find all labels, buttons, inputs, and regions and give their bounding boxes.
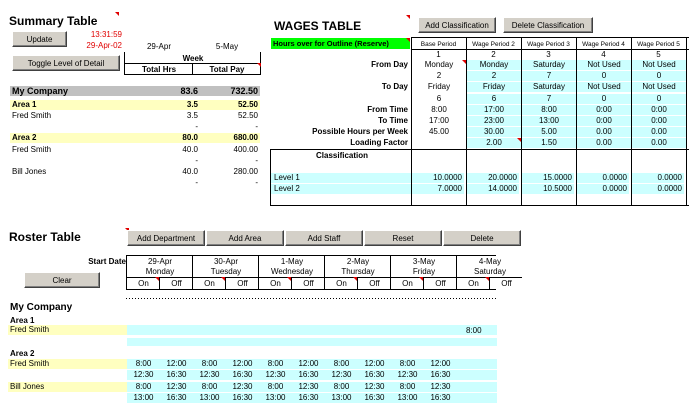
wage-cell: 7 — [522, 94, 576, 104]
roster-time-cell: 8:00 — [399, 382, 416, 391]
roster-day-name: Friday — [412, 267, 436, 276]
wage-cell: 45.00 — [428, 127, 450, 136]
wage-cell: 0.00 — [632, 127, 686, 137]
roster-time-cell: 12:00 — [430, 359, 451, 368]
roster-time-cell: 8:00 — [201, 359, 218, 368]
wage-cell: 0 — [632, 94, 686, 104]
summary-row — [10, 100, 260, 110]
wage-cell: 17:00 — [467, 105, 521, 115]
summary-row-pay: 400.00 — [233, 145, 258, 154]
summary-row — [10, 86, 260, 96]
roster-time-cell: 8:00 — [399, 359, 416, 368]
wage-row-label: Possible Hours per Week — [312, 127, 408, 136]
summary-row-name — [12, 156, 122, 166]
summary-row-pay: 680.00 — [233, 133, 258, 142]
roster-time-cell: 8:00 — [135, 382, 152, 391]
summary-row-hrs: 83.6 — [180, 86, 198, 96]
summary-row-name: Bill Jones — [12, 167, 47, 176]
update-button[interactable]: Update — [12, 31, 67, 47]
wage-cell: 13:00 — [522, 116, 576, 126]
roster-time-cell: 8:00 — [201, 382, 218, 391]
summary-week-label: Week — [182, 54, 204, 63]
wage-cell: 0 — [577, 71, 631, 81]
wage-cell: 7 — [522, 71, 576, 81]
summary-date: 29-Apr-02 — [86, 41, 122, 50]
level-name: Level 1 — [274, 173, 300, 182]
summary-row — [10, 167, 260, 177]
wage-cell: Friday — [467, 82, 521, 92]
roster-time-cell: 12:30 — [430, 382, 451, 391]
roster-bill: Bill Jones — [8, 382, 127, 392]
wage-period-header: Wage Period 4 — [582, 41, 625, 48]
summary-row-pay: - — [255, 178, 258, 187]
summary-row-pay: - — [255, 122, 258, 131]
level-value: 14.0000 — [467, 184, 519, 194]
roster-time-cell: 12:00 — [166, 359, 187, 368]
summary-row-pay: 52.50 — [237, 111, 258, 120]
summary-row-hrs: 3.5 — [186, 100, 198, 109]
summary-total-hrs-label: Total Hrs — [141, 65, 177, 74]
wage-row-label: From Day — [371, 60, 408, 69]
reset-button[interactable]: Reset — [364, 230, 442, 246]
wage-period-number: 2 — [491, 50, 496, 59]
roster-time-cell: 16:30 — [166, 370, 187, 379]
comment-marker — [406, 15, 410, 19]
wage-cell: 6 — [436, 94, 442, 103]
wage-row-label: To Time — [378, 116, 408, 125]
wage-cell: Monday — [467, 60, 521, 70]
summary-row-hrs: 40.0 — [182, 167, 198, 176]
wage-cell: 0 — [632, 71, 686, 81]
toggle-detail-button[interactable]: Toggle Level of Detail — [12, 55, 120, 71]
roster-time-cell: 13:00 — [397, 393, 418, 402]
add-department-button[interactable]: Add Department — [127, 230, 205, 246]
classification-label: Classification — [316, 151, 369, 160]
summary-total-pay-label: Total Pay — [209, 65, 245, 74]
roster-time-cell: 16:30 — [232, 370, 253, 379]
roster-time-cell: 12:30 — [133, 370, 154, 379]
roster-time-cell: 8:00 — [267, 382, 284, 391]
roster-off-label: Off — [303, 279, 314, 288]
wage-period-header: Wage Period 5 — [637, 41, 680, 48]
wage-cell: 0:00 — [632, 105, 686, 115]
level-value: 10.5000 — [522, 184, 574, 194]
roster-time-cell: 16:30 — [298, 393, 319, 402]
wage-cell: Monday — [424, 60, 454, 69]
summary-row-hrs: 40.0 — [182, 145, 198, 154]
add-staff-button[interactable]: Add Staff — [285, 230, 363, 246]
roster-day-date: 30-Apr — [213, 257, 238, 266]
roster-day-date: 2-May — [346, 257, 370, 266]
summary-row — [10, 156, 260, 166]
delete-button[interactable]: Delete — [443, 230, 521, 246]
wage-cell: Not Used — [632, 60, 686, 70]
wage-cell: 0:00 — [577, 116, 631, 126]
roster-day-date: 4-May — [478, 257, 502, 266]
roster-on-label: On — [402, 279, 413, 288]
roster-time-cell: 12:30 — [265, 370, 286, 379]
wage-cell: 2.00 — [467, 138, 521, 148]
level-value: 7.0000 — [412, 184, 464, 194]
roster-off-label: Off — [369, 279, 380, 288]
level-value: 10.0000 — [412, 173, 464, 183]
roster-off-label: Off — [501, 279, 512, 288]
roster-time-cell: 13:00 — [199, 393, 220, 402]
delete-classification-button[interactable]: Delete Classification — [503, 17, 593, 33]
roster-off-label: Off — [237, 279, 248, 288]
roster-time-cell: 12:30 — [298, 382, 319, 391]
wage-row-label: Loading Factor — [350, 138, 408, 147]
roster-time-cell: 16:30 — [298, 370, 319, 379]
roster-company: My Company — [10, 302, 73, 313]
roster-time-cell: 16:30 — [232, 393, 253, 402]
summary-row-pay: 732.50 — [230, 86, 258, 96]
summary-row-name: Area 2 — [12, 133, 37, 142]
roster-time-cell: 13:00 — [331, 393, 352, 402]
wage-cell: 17:00 — [428, 116, 450, 125]
wage-period-number: 4 — [601, 50, 606, 59]
wage-cell: Friday — [427, 82, 451, 91]
roster-time-cell: 12:30 — [232, 382, 253, 391]
roster-time-cell: 16:30 — [364, 393, 385, 402]
wage-cell: Not Used — [632, 82, 686, 92]
wage-cell: Not Used — [577, 60, 631, 70]
roster-time-cell: 16:30 — [364, 370, 385, 379]
roster-time-cell: 8:00 — [333, 382, 350, 391]
wage-cell: 0.00 — [577, 138, 631, 148]
roster-time-cell: 12:30 — [364, 382, 385, 391]
wage-cell: 0 — [577, 94, 631, 104]
summary-col2-date: 5-May — [215, 42, 239, 51]
summary-row-pay: 280.00 — [233, 167, 258, 176]
wage-cell: Saturday — [522, 82, 576, 92]
roster-day-name: Wednesday — [270, 267, 314, 276]
summary-row-hrs: 3.5 — [186, 111, 198, 120]
roster-time-cell: 8:00 — [333, 359, 350, 368]
summary-row — [10, 122, 260, 132]
summary-row — [10, 178, 260, 188]
level-value: 15.0000 — [522, 173, 574, 183]
summary-title: Summary Table — [9, 14, 98, 28]
roster-on-label: On — [270, 279, 281, 288]
summary-row-pay: - — [255, 156, 258, 165]
roster-day-date: 29-Apr — [147, 257, 172, 266]
roster-time-cell: 12:30 — [397, 370, 418, 379]
summary-row — [10, 133, 260, 143]
summary-row-hrs: - — [195, 156, 198, 165]
summary-row-pay: 52.50 — [237, 100, 258, 109]
level-name: Level 2 — [274, 184, 300, 193]
roster-day-date: 1-May — [280, 257, 304, 266]
level-value: 20.0000 — [467, 173, 519, 183]
summary-row — [10, 111, 260, 121]
roster-area1-staff: Fred Smith — [8, 325, 127, 335]
summary-row-name: Fred Smith — [12, 145, 52, 154]
roster-time-cell: 12:30 — [199, 370, 220, 379]
summary-col1-date: 29-Apr — [146, 42, 171, 51]
wage-row-label: From Time — [367, 105, 408, 114]
wage-cell: 23:00 — [467, 116, 521, 126]
wage-cell: Not Used — [577, 82, 631, 92]
add-area-button[interactable]: Add Area — [206, 230, 284, 246]
roster-off-label: Off — [171, 279, 182, 288]
roster-area2: Area 2 — [10, 349, 35, 358]
roster-time-cell: 13:00 — [133, 393, 154, 402]
roster-time-cell: 16:30 — [166, 393, 187, 402]
wage-row-label: To Day — [381, 82, 408, 91]
wage-cell: 5.00 — [522, 127, 576, 137]
wage-cell: 30.00 — [467, 127, 521, 137]
wage-cell: 0:00 — [577, 105, 631, 115]
roster-day-name: Monday — [145, 267, 175, 276]
wage-period-header: Base Period — [420, 41, 457, 48]
roster-day-date: 3-May — [412, 257, 436, 266]
wage-cell: 0:00 — [632, 116, 686, 126]
summary-time: 13:31:59 — [90, 30, 122, 39]
roster-day-name: Tuesday — [210, 267, 242, 276]
roster-area1: Area 1 — [10, 316, 35, 325]
roster-time-cell: 12:00 — [232, 359, 253, 368]
summary-row-name — [12, 178, 122, 188]
wage-cell: 2 — [467, 71, 521, 81]
wage-period-header: Wage Period 3 — [527, 41, 570, 48]
clear-button[interactable]: Clear — [24, 272, 100, 288]
roster-time-cell: 13:00 — [265, 393, 286, 402]
summary-row-hrs: 80.0 — [182, 133, 198, 142]
roster-on-label: On — [336, 279, 347, 288]
summary-row-name: Area 1 — [12, 100, 37, 109]
wage-period-number: 3 — [546, 50, 551, 59]
roster-fred: Fred Smith — [8, 359, 127, 369]
wages-green-label: Hours over for Outline (Reserve) — [271, 38, 410, 49]
roster-time-cell: 12:00 — [364, 359, 385, 368]
level-value: 0.0000 — [577, 173, 629, 183]
roster-time-cell: 16:30 — [430, 393, 451, 402]
roster-time-cell: 16:30 — [430, 370, 451, 379]
summary-row-name: My Company — [12, 86, 69, 96]
wage-cell: 1.50 — [522, 138, 576, 148]
wage-cell: 0.00 — [632, 138, 686, 148]
summary-row-hrs: - — [195, 122, 198, 131]
roster-on-label: On — [204, 279, 215, 288]
roster-area1-time: 8:00 — [466, 326, 482, 335]
roster-time-cell: 12:30 — [331, 370, 352, 379]
wage-cell: 2 — [436, 71, 442, 80]
roster-on-label: On — [138, 279, 149, 288]
level-value: 0.0000 — [632, 173, 684, 183]
summary-row-name — [12, 122, 122, 132]
summary-row-hrs: - — [195, 178, 198, 187]
roster-title: Roster Table — [9, 230, 81, 244]
roster-time-cell: 12:30 — [166, 382, 187, 391]
level-value: 0.0000 — [577, 184, 629, 194]
wage-period-number: 5 — [656, 50, 661, 59]
wage-cell: Saturday — [522, 60, 576, 70]
comment-marker — [115, 12, 119, 16]
wage-cell: 6 — [467, 94, 521, 104]
roster-time-cell: 8:00 — [135, 359, 152, 368]
add-classification-button[interactable]: Add Classification — [418, 17, 496, 33]
roster-off-label: Off — [435, 279, 446, 288]
summary-row — [10, 145, 260, 155]
start-date-label: Start Date — [88, 257, 126, 266]
wage-period-number: 1 — [436, 50, 441, 59]
level-value: 0.0000 — [632, 184, 684, 194]
roster-time-cell: 12:00 — [298, 359, 319, 368]
wages-title: WAGES TABLE — [274, 19, 362, 33]
summary-row-name: Fred Smith — [12, 111, 52, 120]
roster-day-name: Thursday — [341, 267, 375, 276]
wage-cell: 8:00 — [431, 105, 447, 114]
wage-cell: 8:00 — [522, 105, 576, 115]
roster-on-label: On — [468, 279, 479, 288]
wage-period-header: Wage Period 2 — [472, 41, 515, 48]
roster-day-name: Saturday — [473, 267, 507, 276]
wage-cell — [412, 138, 466, 148]
wage-cell: 0.00 — [577, 127, 631, 137]
roster-time-cell: 8:00 — [267, 359, 284, 368]
